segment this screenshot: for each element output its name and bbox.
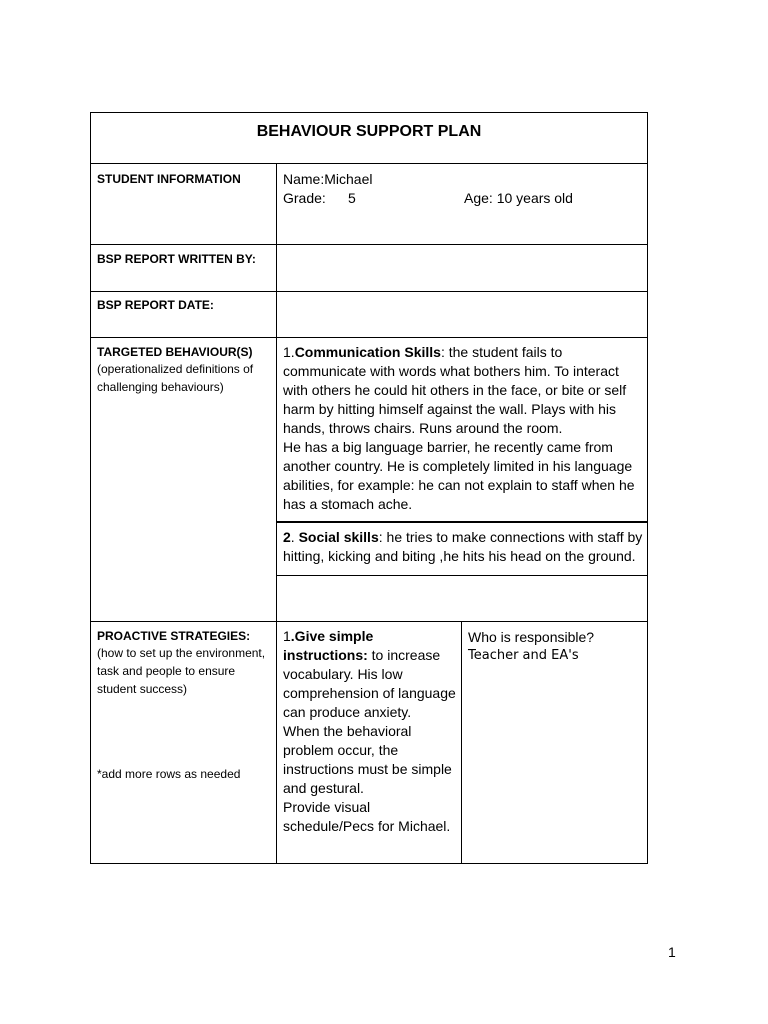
row-divider <box>90 291 648 292</box>
responsible-label: Who is responsible? <box>468 629 595 645</box>
item-text: He has a big language barrier, he recently came from another country. He is completely limited in his language abilities, for example: he can not explain to staff when he has a stomach ache. <box>283 439 635 512</box>
item-heading: .Give simple instructions: <box>283 628 374 663</box>
student-grade-value: 5 <box>348 190 356 206</box>
item-separator: . <box>290 529 299 545</box>
row-divider <box>90 337 648 338</box>
proactive-strategies-label: PROACTIVE STRATEGIES: <box>97 629 251 643</box>
item-text: : he tries to make connections with staff by hitting, kicking and biting ,he hits his head on the ground. <box>283 529 643 564</box>
student-age: Age: 10 years old <box>464 190 573 206</box>
targeted-behaviours-sublabel: (operationalized definitions of challenging behaviours) <box>97 362 254 394</box>
report-date-label: BSP REPORT DATE: <box>97 298 214 312</box>
item-text: to increase vocabulary. His low comprehension of language can produce anxiety. <box>283 647 456 720</box>
item-heading: Communication Skills <box>294 344 441 360</box>
item-number: 2 <box>283 529 291 545</box>
page-title: BEHAVIOUR SUPPORT PLAN <box>256 123 482 140</box>
row-divider <box>90 163 648 164</box>
row-divider <box>276 521 648 523</box>
item-text: Provide visual schedule/Pecs for Michael. <box>283 799 451 834</box>
written-by-label: BSP REPORT WRITTEN BY: <box>97 252 256 266</box>
student-name: Name:Michael <box>283 171 373 187</box>
column-divider <box>276 163 277 864</box>
row-divider <box>90 621 648 622</box>
column-divider <box>461 621 462 864</box>
responsible-value: Teacher and EA's <box>468 648 579 663</box>
proactive-strategy-1 <box>283 627 457 836</box>
item-number: 1. <box>283 344 295 360</box>
item-text: When the behavioral problem occur, the instructions must be simple and gestural. <box>283 723 452 796</box>
targeted-behaviour-2 <box>283 528 643 566</box>
item-text: : the student fails to communicate with words what bothers him. To interact with others he could hit others in the face, or bite or self harm by hitting himself against the wall. Plays with his hands, throws chairs. Runs around the room. <box>283 344 627 436</box>
row-divider <box>90 244 648 245</box>
targeted-behaviours-label: TARGETED BEHAVIOUR(S) <box>97 345 253 359</box>
item-heading: Social skills <box>298 529 379 545</box>
targeted-behaviour-1 <box>283 343 643 514</box>
row-divider <box>276 575 648 576</box>
student-info-label: STUDENT INFORMATION <box>97 172 241 186</box>
student-grade-label: Grade: <box>283 190 326 206</box>
page-number: 1 <box>668 944 676 960</box>
item-number: 1 <box>283 628 291 644</box>
add-rows-note: *add more rows as needed <box>97 767 241 781</box>
proactive-strategies-sublabel: (how to set up the environment, task and people to ensure student success) <box>97 646 266 696</box>
